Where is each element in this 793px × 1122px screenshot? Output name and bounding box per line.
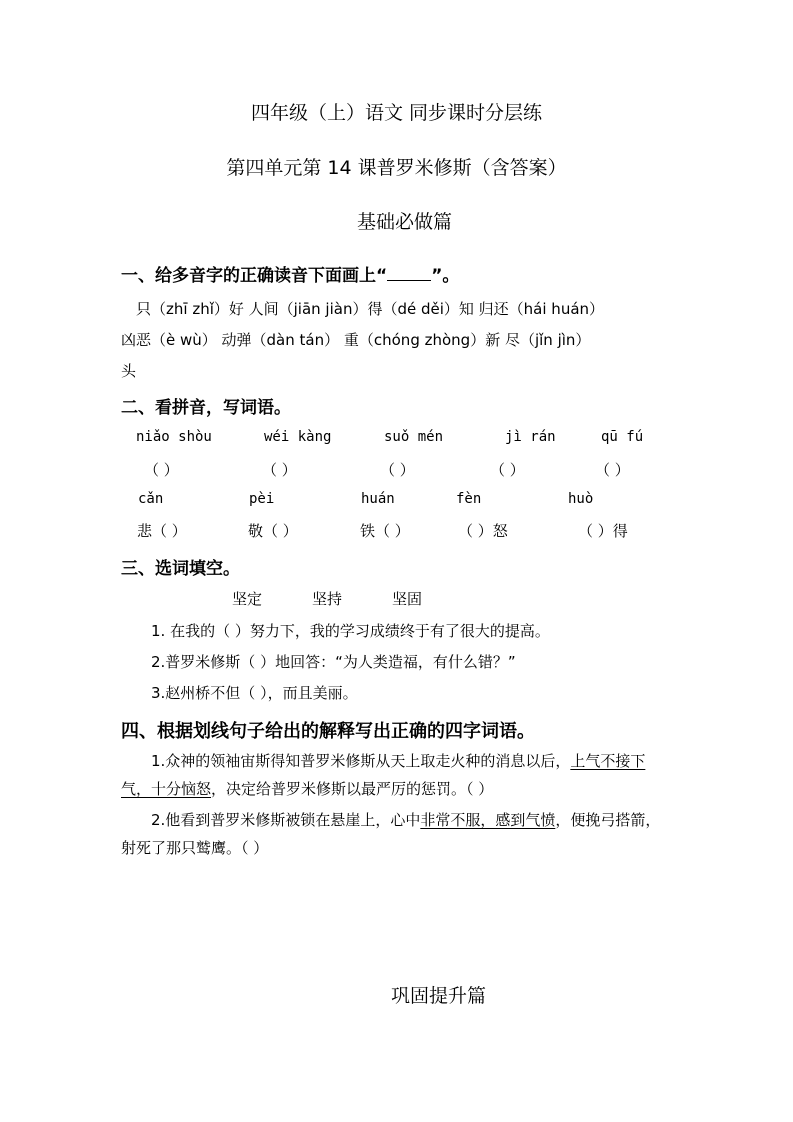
word-option: 坚持 bbox=[312, 590, 343, 608]
fill-question-2: 2.普罗米修斯（ ）地回答：“为人类造福，有什么错？” bbox=[151, 653, 516, 671]
answer-blank[interactable]: （ ）得 bbox=[578, 522, 628, 540]
idiom-question-2-line2: 射死了那只鹫鹰。（ ） bbox=[121, 839, 269, 857]
idiom-question-1-line1 bbox=[151, 750, 645, 771]
idiom-question-2-line1 bbox=[151, 809, 660, 830]
pinyin-item: fèn bbox=[456, 491, 482, 507]
pinyin-item: suǒ mén bbox=[384, 429, 444, 445]
section3-heading: 三、选词填空。 bbox=[121, 559, 240, 579]
pinyin-item: huò bbox=[568, 491, 594, 507]
question-text: ，便挽弓搭箭， bbox=[555, 811, 661, 829]
polyphone-line-1: 只（zhī zhǐ）好 人间（jiān jiàn）得（dé děi）知 归还（hái huán） bbox=[136, 300, 605, 318]
question-text: ，决定给普罗米修斯以最严厉的惩罚。（ ） bbox=[211, 780, 494, 798]
section1-heading bbox=[121, 261, 459, 286]
word-option: 坚固 bbox=[392, 590, 423, 608]
idiom-question-1-line2 bbox=[121, 778, 493, 799]
answer-blank[interactable]: （ ） bbox=[144, 461, 179, 479]
answer-blank[interactable]: （ ） bbox=[490, 461, 525, 479]
fill-question-3: 3.赵州桥不但（ ），而且美丽。 bbox=[151, 684, 358, 702]
pinyin-item: cǎn bbox=[138, 491, 164, 507]
underlined-phrase: 气，十分恼怒 bbox=[121, 780, 212, 798]
document-subtitle: 第四单元第 14 课普罗米修斯（含答案） bbox=[226, 157, 567, 179]
word-option: 坚定 bbox=[232, 590, 263, 608]
pinyin-item: qū fú bbox=[601, 429, 644, 445]
answer-blank[interactable]: （ ）怒 bbox=[458, 522, 508, 540]
pinyin-item: niǎo shòu bbox=[136, 429, 212, 445]
answer-blank[interactable]: （ ） bbox=[595, 461, 630, 479]
pinyin-item: huán bbox=[361, 491, 395, 507]
answer-blank[interactable]: （ ） bbox=[380, 461, 415, 479]
pinyin-item: pèi bbox=[249, 491, 275, 507]
fill-question-1: 1. 在我的（ ）努力下，我的学习成绩终于有了很大的提高。 bbox=[151, 622, 550, 640]
answer-blank[interactable]: （ ） bbox=[262, 461, 297, 479]
underlined-phrase: 非常不服，感到气愤 bbox=[420, 811, 556, 829]
answer-blank[interactable]: 敬（ ） bbox=[248, 522, 298, 540]
underline-blank bbox=[387, 266, 431, 281]
document-title: 四年级（上）语文 同步课时分层练 bbox=[250, 102, 543, 124]
underlined-phrase: 上气不接下 bbox=[570, 752, 646, 770]
level-advanced-heading: 巩固提升篇 bbox=[390, 985, 486, 1007]
polyphone-line-2: 凶恶（è wù） 动弹（dàn tán） 重（chóng zhòng）新 尽（jǐn jìn） bbox=[121, 331, 591, 349]
question-text: 2.他看到普罗米修斯被锁在悬崖上，心中 bbox=[151, 811, 421, 829]
answer-blank[interactable]: 悲（ ） bbox=[137, 522, 187, 540]
section2-heading: 二、看拼音，写词语。 bbox=[121, 398, 291, 418]
polyphone-line-3: 头 bbox=[121, 362, 137, 380]
level-basic-heading: 基础必做篇 bbox=[356, 211, 452, 233]
pinyin-item: wéi kàng bbox=[264, 429, 332, 445]
section4-heading: 四、根据划线句子给出的解释写出正确的四字词语。 bbox=[121, 721, 535, 742]
section1-heading-post: ”。 bbox=[431, 266, 460, 286]
answer-blank[interactable]: 铁（ ） bbox=[360, 522, 410, 540]
section1-heading-pre: 一、给多音字的正确读音下面画上“ bbox=[121, 266, 388, 286]
pinyin-item: jì rán bbox=[505, 429, 556, 445]
question-text: 1.众神的领袖宙斯得知普罗米修斯从天上取走火种的消息以后， bbox=[151, 752, 571, 770]
